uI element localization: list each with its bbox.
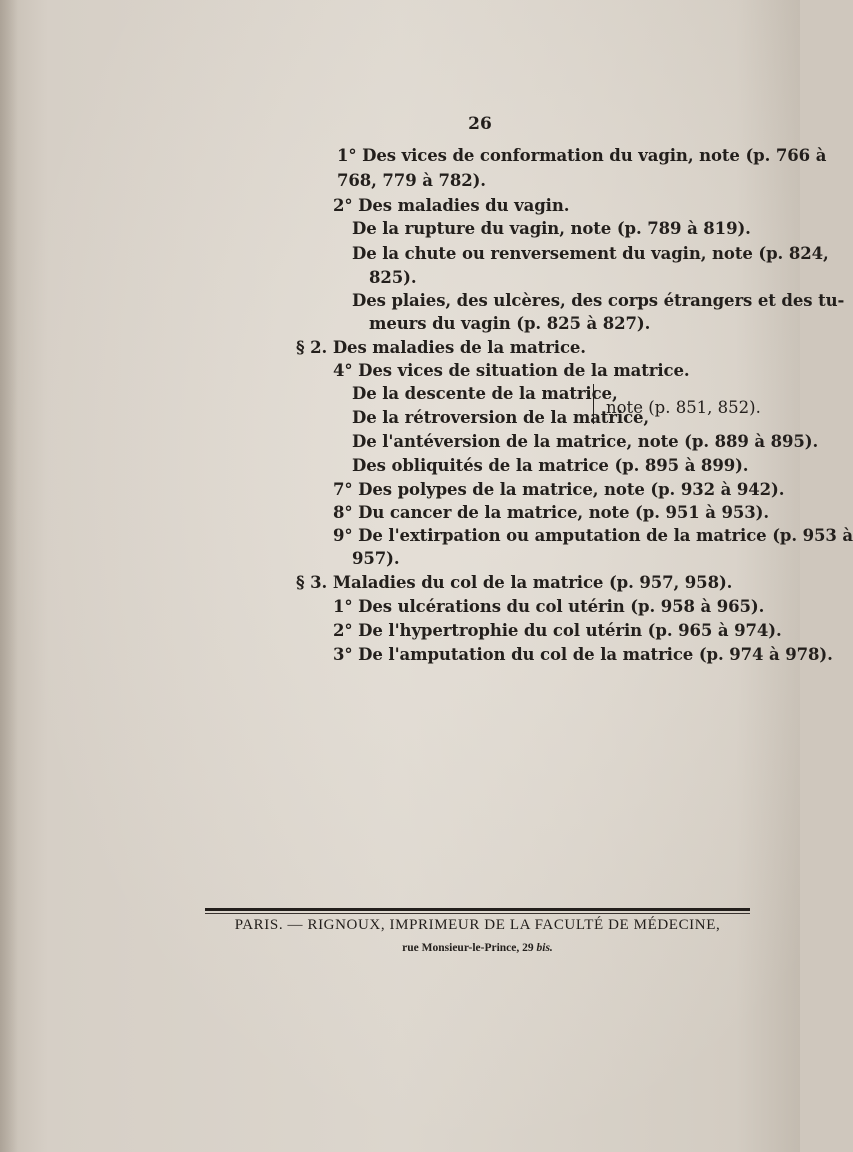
printer-imprint: PARIS. — RIGNOUX, IMPRIMEUR DE LA FACULTÉ DE MÉDECINE, bbox=[234, 917, 721, 933]
toc-subentry: De la rétroversion de la matrice, bbox=[352, 408, 650, 427]
toc-subentry-continuation: 825). bbox=[369, 268, 417, 287]
toc-entry: 9° De l'extirpation ou amputation de la matrice (p. 953 à bbox=[333, 526, 853, 545]
toc-subentry: Des obliquités de la matrice (p. 895 à 899). bbox=[352, 456, 749, 475]
toc-entry: 3° De l'amputation du col de la matrice (p. 974 à 978). bbox=[333, 645, 833, 664]
toc-subentry: De l'antéversion de la matrice, note (p. 889 à 895). bbox=[352, 432, 819, 451]
page-number: 26 bbox=[468, 114, 492, 134]
toc-entry: 1° Des ulcérations du col utérin (p. 958 à 965). bbox=[333, 597, 765, 616]
toc-entry: 7° Des polypes de la matrice, note (p. 932 à 942). bbox=[333, 480, 785, 499]
toc-entry: 8° Du cancer de la matrice, note (p. 951 à 953). bbox=[333, 503, 770, 522]
grouping-brace bbox=[593, 384, 598, 424]
toc-subentry: De la rupture du vagin, note (p. 789 à 819). bbox=[352, 219, 751, 238]
toc-section-heading: § 3. Maladies du col de la matrice (p. 957, 958). bbox=[296, 573, 733, 592]
toc-section-heading: § 2. Des maladies de la matrice. bbox=[296, 338, 586, 357]
toc-entry: 2° De l'hypertrophie du col utérin (p. 965 à 974). bbox=[333, 621, 782, 640]
toc-entry: 1° Des vices de conformation du vagin, note (p. 766 à bbox=[337, 146, 827, 165]
toc-subentry: De la descente de la matrice, bbox=[352, 384, 618, 403]
toc-entry-continuation: 768, 779 à 782). bbox=[337, 171, 486, 190]
printer-address bbox=[205, 942, 750, 954]
toc-entry-continuation: 957). bbox=[352, 549, 400, 568]
printer-address-text: rue Monsieur-le-Prince, 29 bbox=[402, 942, 534, 954]
toc-subentry: De la chute ou renversement du vagin, note (p. 824, bbox=[352, 244, 829, 263]
footer-rule-thin bbox=[205, 913, 750, 914]
page-gutter-shadow bbox=[0, 0, 18, 1152]
footer-rule-thick bbox=[205, 908, 750, 911]
toc-subentry-continuation: meurs du vagin (p. 825 à 827). bbox=[369, 314, 651, 333]
printer-address-suffix: bis. bbox=[536, 942, 553, 954]
toc-entry: 2° Des maladies du vagin. bbox=[333, 196, 570, 215]
toc-subentry: Des plaies, des ulcères, des corps étrangers et des tu- bbox=[352, 291, 845, 310]
brace-note: note (p. 851, 852). bbox=[606, 398, 761, 417]
toc-entry: 4° Des vices de situation de la matrice. bbox=[333, 361, 690, 380]
